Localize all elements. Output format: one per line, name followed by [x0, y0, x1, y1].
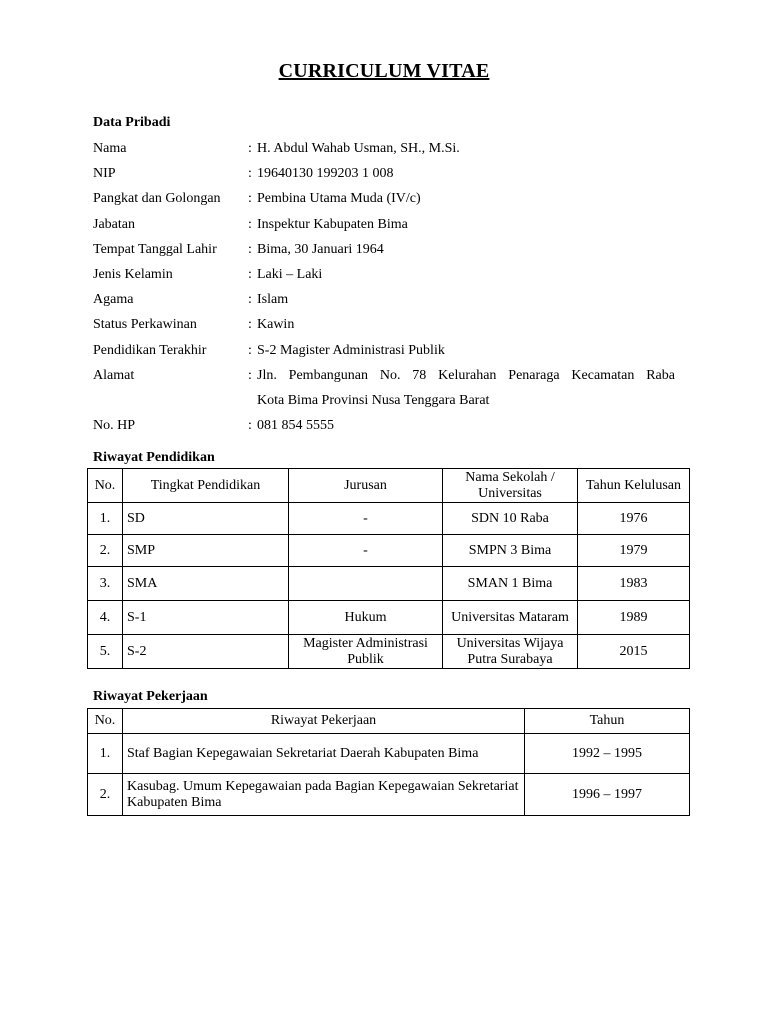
table-cell: 1.	[88, 734, 123, 774]
education-heading: Riwayat Pendidikan	[93, 450, 215, 465]
table-cell: 1989	[578, 601, 690, 635]
field-label: Agama	[93, 292, 134, 308]
personal-row-birth	[93, 242, 683, 267]
field-colon: :	[248, 266, 252, 282]
table-cell: SMPN 3 Bima	[443, 535, 578, 567]
column-header: Tahun Kelulusan	[578, 469, 690, 503]
table-row	[88, 734, 690, 774]
table-cell: Hukum	[289, 601, 443, 635]
table-cell: SMAN 1 Bima	[443, 567, 578, 601]
table-cell: Universitas Mataram	[443, 601, 578, 635]
table-cell: SMA	[123, 567, 289, 601]
field-colon: :	[248, 166, 252, 182]
field-label: Tempat Tanggal Lahir	[93, 241, 217, 257]
field-label: Nama	[93, 141, 127, 156]
table-cell: Kasubag. Umum Kepegawaian pada Bagian Kepegawaian Sekretariat Kabupaten Bima	[123, 774, 525, 816]
table-header-row	[88, 469, 690, 503]
field-colon: :	[248, 317, 252, 333]
field-label: Status Perkawinan	[93, 317, 197, 333]
field-colon: :	[248, 216, 252, 232]
personal-data-list	[93, 141, 683, 443]
field-label: Pangkat dan Golongan	[93, 191, 221, 207]
column-header: Jurusan	[289, 469, 443, 503]
field-colon: :	[248, 418, 252, 434]
work-heading: Riwayat Pekerjaan	[93, 689, 208, 704]
page-title: CURRICULUM VITAE	[278, 60, 490, 82]
table-cell: 1979	[578, 535, 690, 567]
personal-row-nip	[93, 166, 683, 191]
column-header: Tahun	[525, 709, 690, 734]
personal-row-gender	[93, 267, 683, 292]
table-cell: Staf Bagian Kepegawaian Sekretariat Daerah Kabupaten Bima	[123, 734, 525, 774]
column-header: No.	[88, 469, 123, 503]
table-cell: -	[289, 503, 443, 535]
field-colon: :	[248, 141, 252, 156]
work-table	[87, 708, 690, 816]
address-line-2: Kota Bima Provinsi Nusa Tenggara Barat	[257, 393, 490, 409]
table-row	[88, 503, 690, 535]
field-value: Pembina Utama Muda (IV/c)	[257, 191, 421, 207]
field-value: Islam	[257, 292, 289, 308]
table-cell	[289, 567, 443, 601]
table-cell: 2.	[88, 535, 123, 567]
field-colon: :	[248, 342, 252, 358]
field-value: Bima, 30 Januari 1964	[257, 241, 384, 257]
field-label: No. HP	[93, 418, 136, 434]
table-cell: Magister Administrasi Publik	[289, 635, 443, 669]
field-label: Jabatan	[93, 216, 135, 232]
table-cell: -	[289, 535, 443, 567]
field-value	[257, 363, 675, 413]
personal-row-name	[93, 141, 683, 166]
table-cell: 1.	[88, 503, 123, 535]
personal-row-address	[93, 368, 683, 418]
table-cell: 1976	[578, 503, 690, 535]
field-value: Kawin	[257, 317, 295, 333]
table-cell: S-1	[123, 601, 289, 635]
column-header: Nama Sekolah / Universitas	[443, 469, 578, 503]
table-cell: 4.	[88, 601, 123, 635]
personal-row-rank	[93, 191, 683, 216]
personal-row-religion	[93, 292, 683, 317]
table-row	[88, 567, 690, 601]
column-header: Tingkat Pendidikan	[123, 469, 289, 503]
field-colon: :	[248, 367, 252, 383]
table-header-row	[88, 709, 690, 734]
personal-row-position	[93, 217, 683, 242]
table-cell: 1992 – 1995	[525, 734, 690, 774]
column-header: No.	[88, 709, 123, 734]
field-label: Alamat	[93, 367, 135, 383]
field-label: Pendidikan Terakhir	[93, 342, 207, 358]
education-table	[87, 468, 690, 669]
table-row	[88, 535, 690, 567]
field-value: 081 854 5555	[257, 418, 334, 434]
table-row	[88, 601, 690, 635]
table-cell: 2015	[578, 635, 690, 669]
table-cell: S-2	[123, 635, 289, 669]
field-colon: :	[248, 191, 252, 207]
personal-row-marital	[93, 317, 683, 342]
field-colon: :	[248, 292, 252, 308]
personal-data-heading: Data Pribadi	[93, 115, 171, 130]
table-cell: SDN 10 Raba	[443, 503, 578, 535]
field-value: 19640130 199203 1 008	[257, 166, 394, 182]
field-value: Inspektur Kabupaten Bima	[257, 216, 408, 232]
address-line-1: Jln. Pembangunan No. 78 Kelurahan Penaraga Kecamatan Raba	[257, 368, 675, 384]
personal-row-phone	[93, 418, 683, 443]
table-cell: 5.	[88, 635, 123, 669]
table-cell: 2.	[88, 774, 123, 816]
table-cell: SMP	[123, 535, 289, 567]
table-cell: SD	[123, 503, 289, 535]
table-cell: Universitas Wijaya Putra Surabaya	[443, 635, 578, 669]
field-label: NIP	[93, 166, 116, 182]
table-row	[88, 635, 690, 669]
column-header: Riwayat Pekerjaan	[123, 709, 525, 734]
field-label: Jenis Kelamin	[93, 266, 173, 282]
table-cell: 3.	[88, 567, 123, 601]
table-cell: 1996 – 1997	[525, 774, 690, 816]
field-value: Laki – Laki	[257, 266, 323, 282]
table-cell: 1983	[578, 567, 690, 601]
table-row	[88, 774, 690, 816]
field-value: S-2 Magister Administrasi Publik	[257, 342, 445, 358]
field-colon: :	[248, 241, 252, 257]
field-value: H. Abdul Wahab Usman, SH., M.Si.	[257, 141, 460, 156]
